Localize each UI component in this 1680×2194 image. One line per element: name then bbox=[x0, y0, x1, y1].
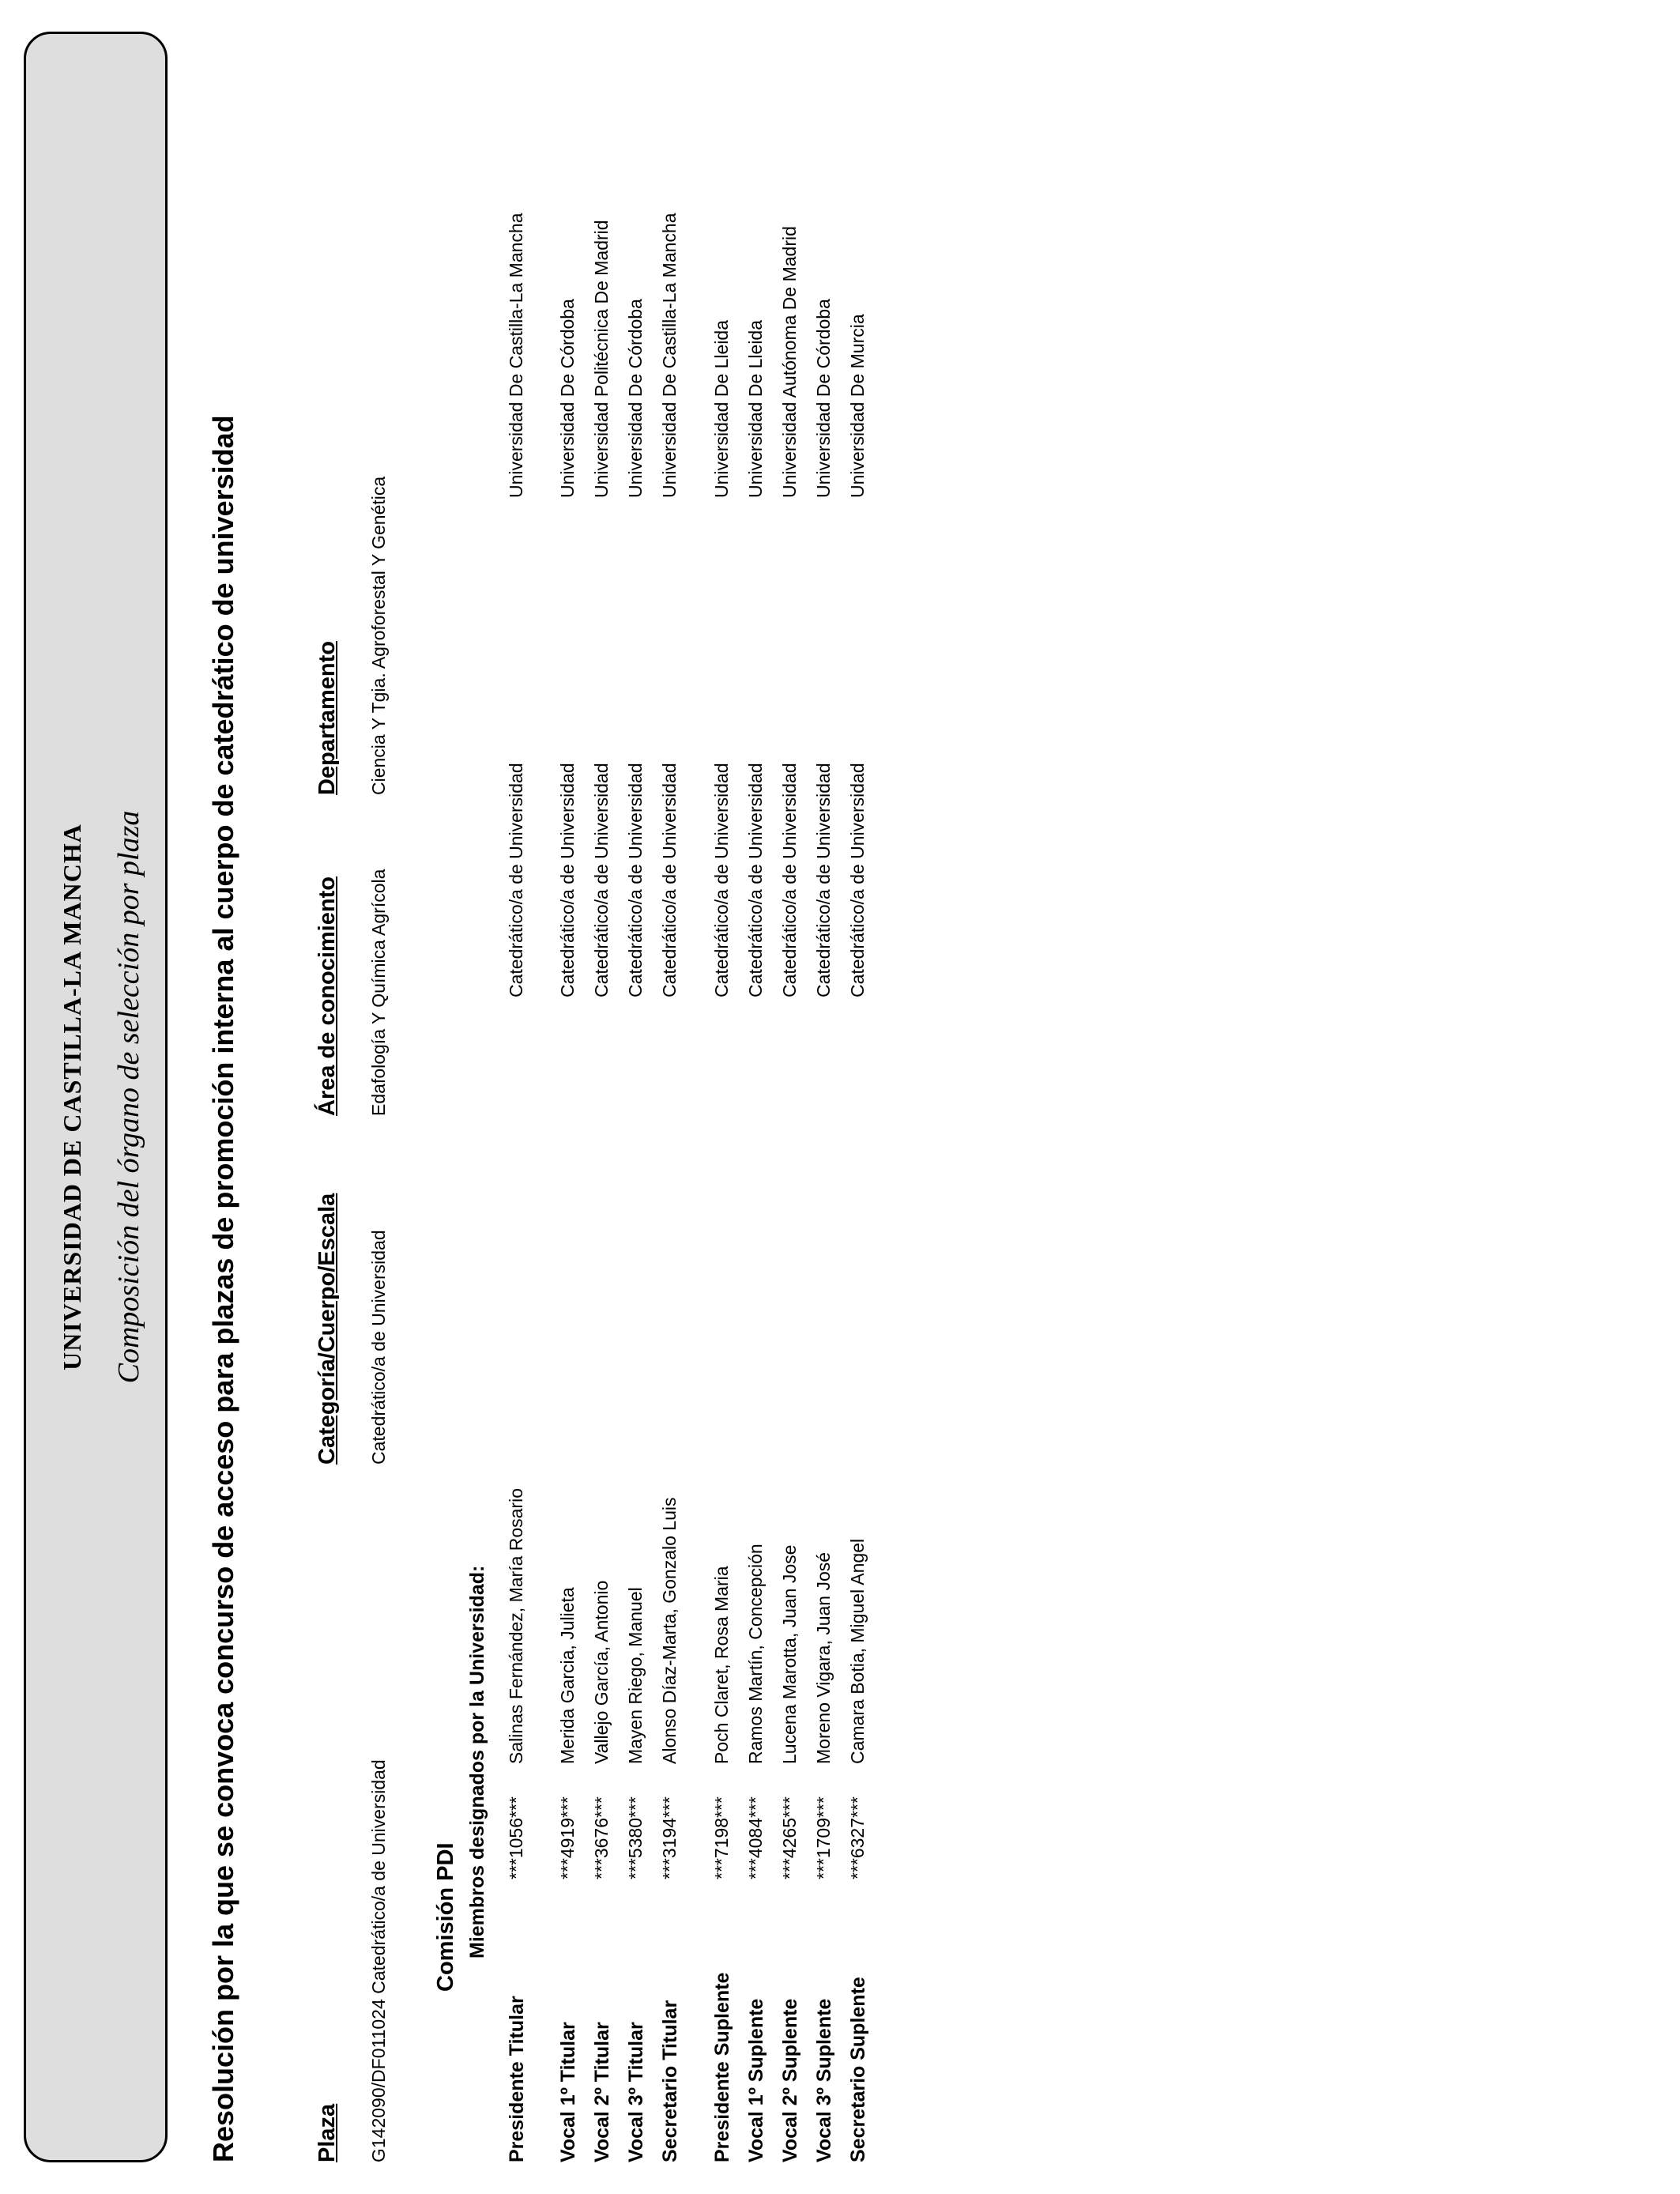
member-role: Vocal 1º Titular bbox=[557, 2022, 579, 2162]
header-departamento: Departamento bbox=[315, 641, 340, 795]
member-row bbox=[711, 0, 743, 2194]
member-id: ***4919*** bbox=[557, 1796, 578, 1879]
member-row bbox=[557, 0, 589, 2194]
member-role: Vocal 3º Titular bbox=[625, 2022, 647, 2162]
plaza-value: G142090/DF011024 Catedrático/a de Universidad bbox=[368, 1759, 389, 2162]
member-name: Alonso Díaz-Marta, Gonzalo Luis bbox=[659, 1497, 680, 1764]
member-name: Mayen Riego, Manuel bbox=[625, 1587, 646, 1764]
departamento-value: Ciencia Y Tgia. Agroforestal Y Genética bbox=[368, 476, 389, 795]
document-subtitle: Composición del órgano de selección por plaza bbox=[112, 810, 145, 1384]
area-value: Edafología Y Química Agrícola bbox=[368, 869, 389, 1116]
member-category: Catedrático/a de Universidad bbox=[779, 763, 800, 997]
member-category: Catedrático/a de Universidad bbox=[591, 763, 612, 997]
member-role: Secretario Suplente bbox=[847, 1977, 869, 2162]
university-title: UNIVERSIDAD DE CASTILLA-LA MANCHA bbox=[58, 824, 86, 1370]
member-name: Merida Garcia, Julieta bbox=[557, 1587, 578, 1764]
header-categoria: Categoría/Cuerpo/Escala bbox=[315, 1193, 340, 1465]
member-id: ***7198*** bbox=[711, 1796, 732, 1879]
member-university: Universidad De Córdoba bbox=[557, 299, 578, 498]
comision-subtitle: Miembros designados por la Universidad: bbox=[466, 1565, 488, 1958]
member-role: Presidente Titular bbox=[506, 1996, 528, 2162]
header-plaza: Plaza bbox=[315, 2103, 340, 2162]
member-id: ***3194*** bbox=[659, 1796, 680, 1879]
member-category: Catedrático/a de Universidad bbox=[813, 763, 834, 997]
member-row bbox=[745, 0, 777, 2194]
member-row bbox=[813, 0, 845, 2194]
member-role: Vocal 3º Suplente bbox=[813, 1998, 835, 2162]
member-role: Presidente Suplente bbox=[711, 1972, 733, 2162]
member-name: Salinas Fernández, María Rosario bbox=[506, 1488, 526, 1764]
comision-title: Comisión PDI bbox=[433, 1842, 458, 1992]
member-id: ***1056*** bbox=[506, 1796, 526, 1879]
member-category: Catedrático/a de Universidad bbox=[847, 763, 868, 997]
member-name: Lucena Marotta, Juan Jose bbox=[779, 1544, 800, 1764]
member-role: Vocal 1º Suplente bbox=[745, 1998, 767, 2162]
member-university: Universidad Politécnica De Madrid bbox=[591, 220, 612, 498]
member-name: Camara Botia, Miguel Angel bbox=[847, 1538, 868, 1764]
member-row bbox=[591, 0, 623, 2194]
member-role: Secretario Titular bbox=[659, 2000, 681, 2162]
member-id: ***6327*** bbox=[847, 1796, 868, 1879]
member-id: ***3676*** bbox=[591, 1796, 612, 1879]
member-row bbox=[506, 0, 537, 2194]
categoria-value: Catedrático/a de Universidad bbox=[368, 1230, 389, 1465]
member-id: ***4084*** bbox=[745, 1796, 766, 1879]
resolution-title: Resolución por la que se convoca concurso de acceso para plazas de promoción interna al cuerpo de catedrático de universidad bbox=[207, 415, 239, 2162]
member-id: ***4265*** bbox=[779, 1796, 800, 1879]
member-university: Universidad De Córdoba bbox=[813, 299, 834, 498]
member-category: Catedrático/a de Universidad bbox=[711, 763, 732, 997]
member-name: Poch Claret, Rosa Maria bbox=[711, 1566, 732, 1764]
member-category: Catedrático/a de Universidad bbox=[659, 763, 680, 997]
member-university: Universidad De Córdoba bbox=[625, 299, 646, 498]
member-row bbox=[625, 0, 657, 2194]
member-id: ***5380*** bbox=[625, 1796, 646, 1879]
header-box bbox=[24, 32, 168, 2162]
member-category: Catedrático/a de Universidad bbox=[745, 763, 766, 997]
member-university: Universidad De Lleida bbox=[711, 319, 732, 498]
member-category: Catedrático/a de Universidad bbox=[557, 763, 578, 997]
header-area: Área de conocimiento bbox=[315, 876, 340, 1116]
member-university: Universidad De Lleida bbox=[745, 319, 766, 498]
member-id: ***1709*** bbox=[813, 1796, 834, 1879]
member-name: Vallejo García, Antonio bbox=[591, 1580, 612, 1764]
member-name: Ramos Martín, Concepción bbox=[745, 1544, 766, 1764]
member-category: Catedrático/a de Universidad bbox=[625, 763, 646, 997]
member-university: Universidad Autónoma De Madrid bbox=[779, 226, 800, 498]
member-row bbox=[847, 0, 879, 2194]
member-category: Catedrático/a de Universidad bbox=[506, 763, 526, 997]
member-university: Universidad De Castilla-La Mancha bbox=[506, 213, 526, 498]
member-row bbox=[779, 0, 811, 2194]
member-university: Universidad De Castilla-La Mancha bbox=[659, 213, 680, 498]
member-role: Vocal 2º Suplente bbox=[779, 1998, 801, 2162]
member-row bbox=[659, 0, 691, 2194]
member-university: Universidad De Murcia bbox=[847, 314, 868, 498]
member-name: Moreno Vigara, Juan José bbox=[813, 1551, 834, 1764]
member-role: Vocal 2º Titular bbox=[591, 2022, 613, 2162]
